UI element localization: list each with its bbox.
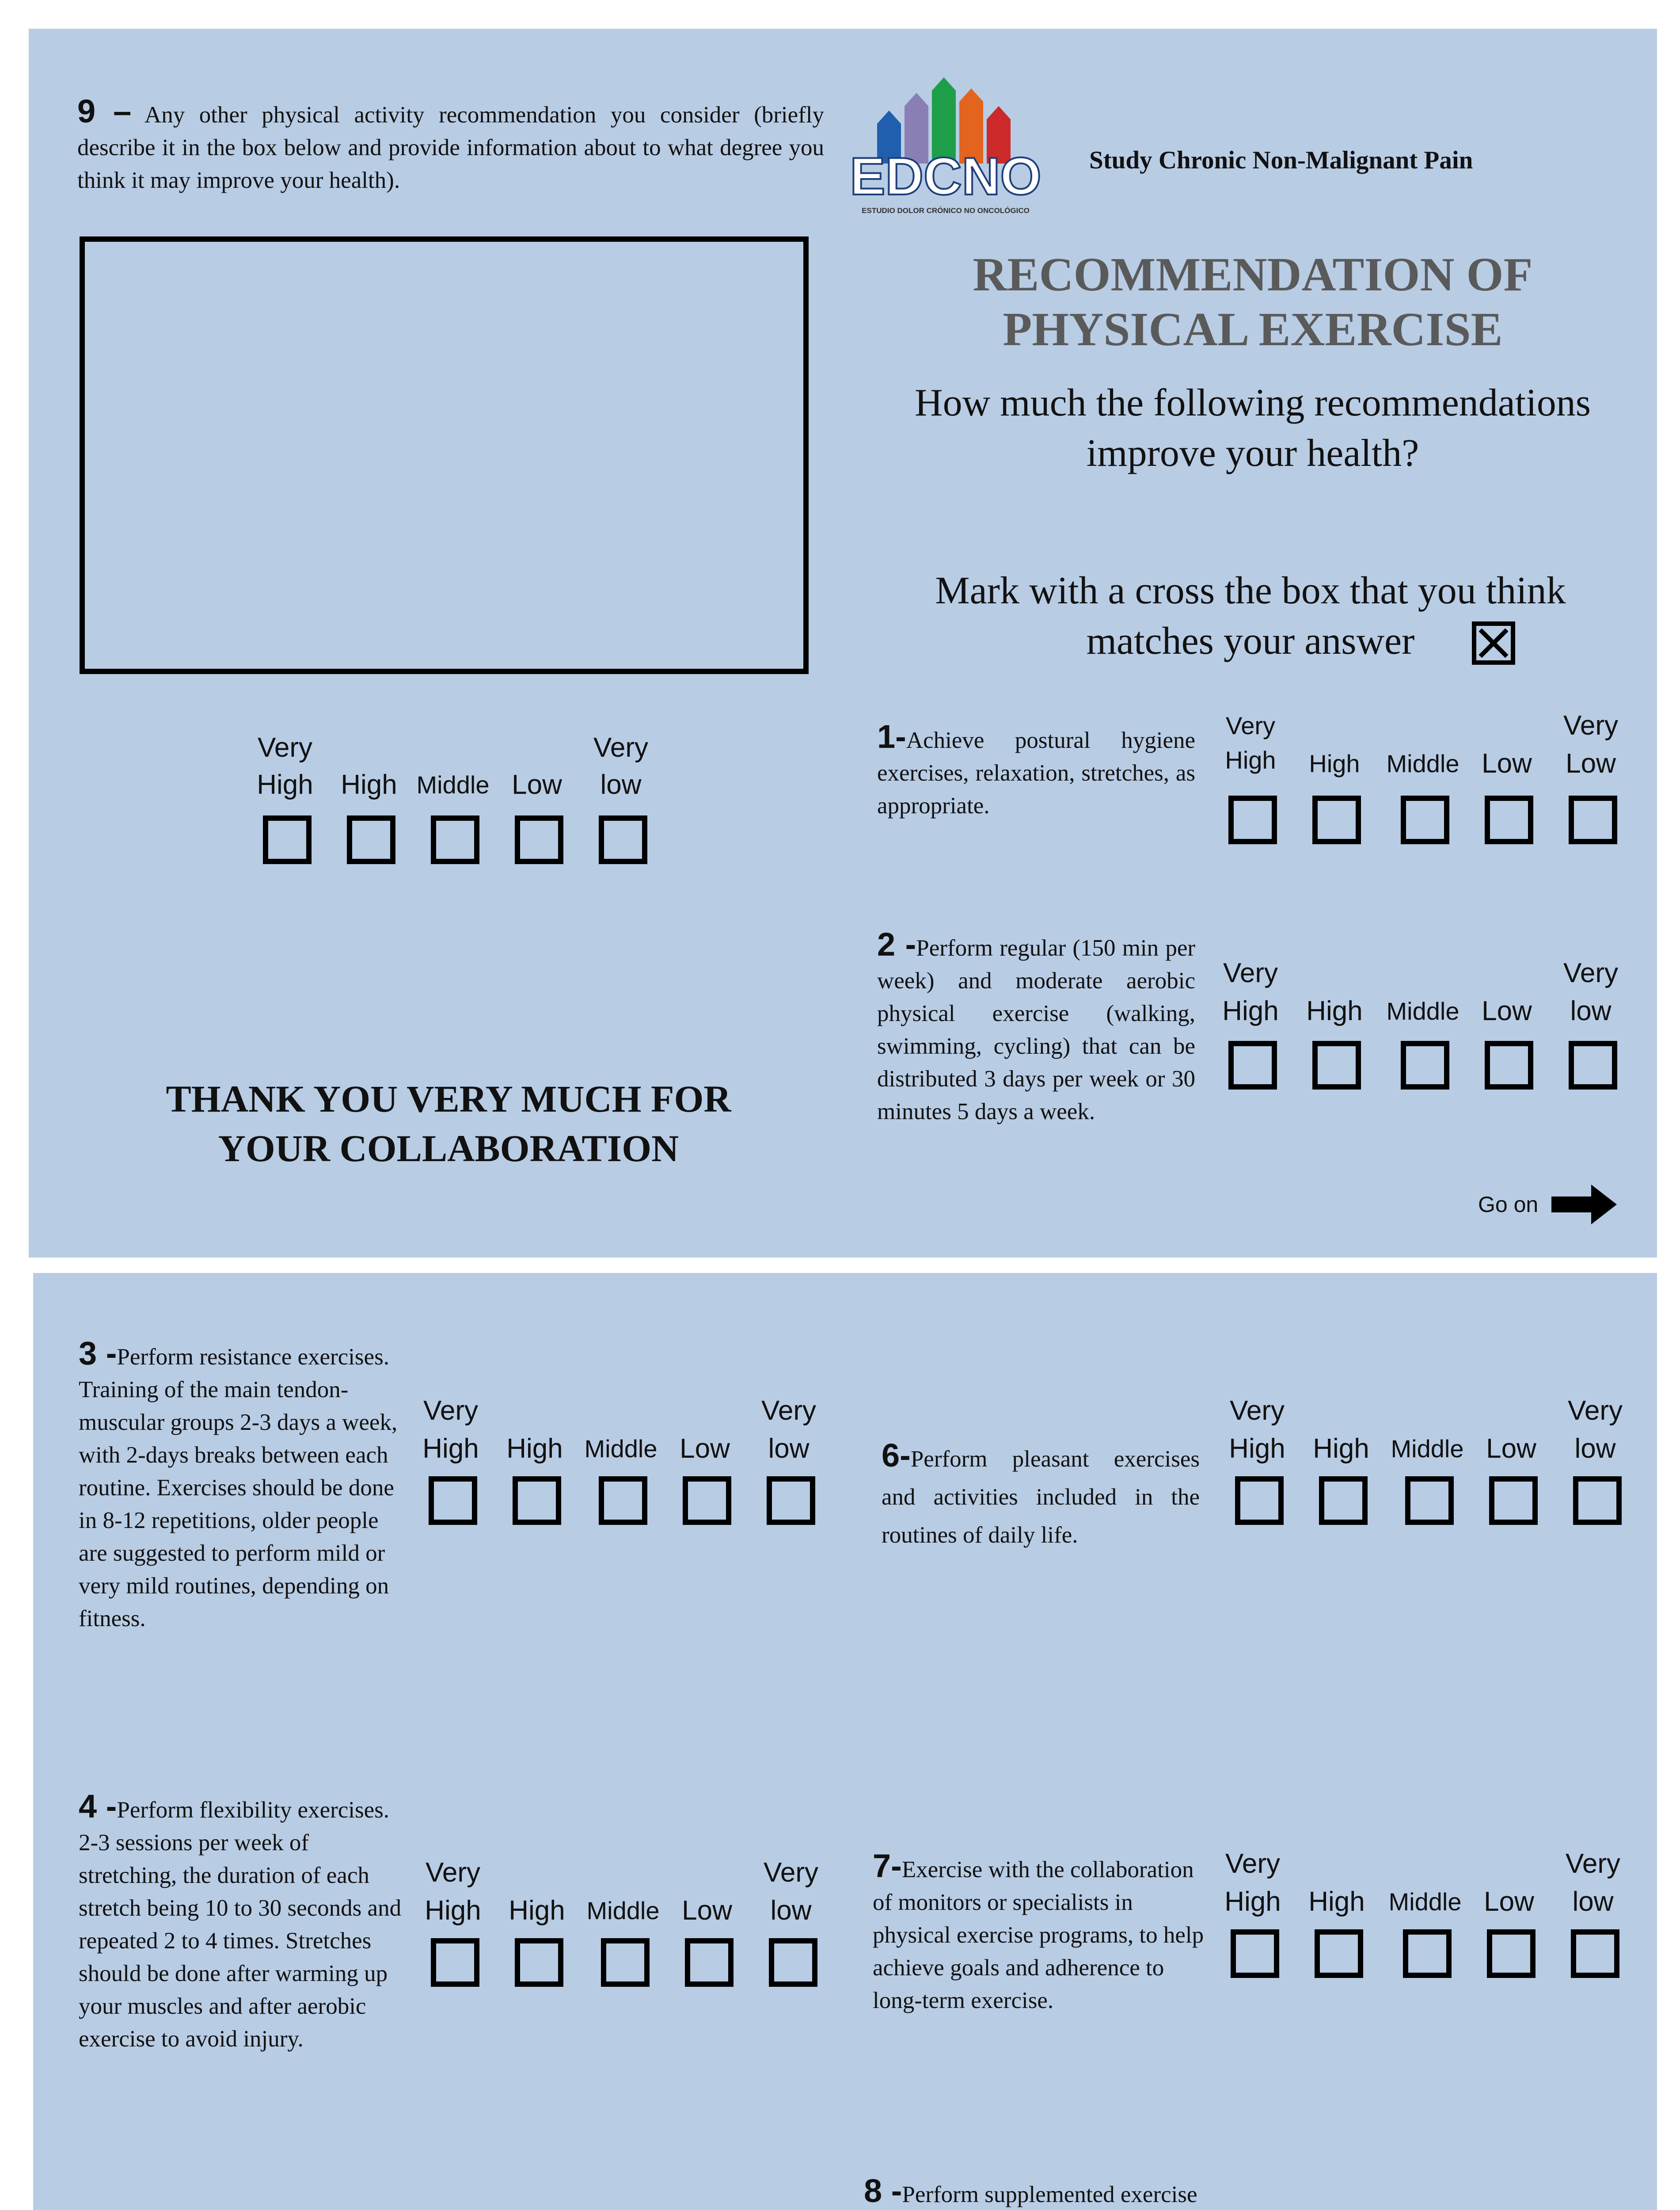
rating-label: Very <box>1229 1395 1285 1426</box>
rating-label: Middle <box>1386 750 1460 777</box>
rating-box-middle[interactable] <box>599 1476 647 1525</box>
arrow-right-icon <box>1551 1182 1618 1227</box>
question-8 <box>864 2172 1200 2210</box>
rating-label: Very <box>1565 1848 1621 1879</box>
instruction-text-content: Mark with a cross the box that you think matches your answer <box>935 569 1566 663</box>
question-number: 9 – <box>77 93 132 130</box>
logo-subtitle: ESTUDIO DOLOR CRÓNICO NO ONCOLÓGICO <box>862 206 1030 215</box>
rating-label: Very <box>1563 958 1619 988</box>
rating-label: low <box>600 770 642 800</box>
question-number: 2 - <box>877 926 916 963</box>
rating-label: Very <box>423 1395 479 1426</box>
rating-box-very-low[interactable] <box>1569 796 1617 844</box>
rating-label: High <box>1222 996 1279 1026</box>
rating-box-low[interactable] <box>515 815 563 864</box>
question-9 <box>77 95 824 197</box>
logo-graphic <box>850 75 1041 221</box>
rating-q2 <box>1211 955 1622 1101</box>
rating-q1 <box>1211 707 1622 853</box>
question-2 <box>877 928 1195 1128</box>
rating-box-high[interactable] <box>1319 1476 1368 1525</box>
rating-label: Low <box>1482 748 1532 779</box>
rating-label: Middle <box>586 1897 660 1924</box>
rating-box-middle[interactable] <box>431 815 479 864</box>
question-number: 3 - <box>79 1335 117 1372</box>
rating-label: Very <box>257 732 313 763</box>
rating-box-very-low[interactable] <box>767 1476 815 1525</box>
rating-label: Middle <box>1391 1435 1464 1463</box>
question-number: 7- <box>873 1848 902 1884</box>
question-text: Perform supplemented exercise <box>902 2182 1197 2207</box>
rating-label: Low <box>1482 996 1532 1026</box>
go-on-link[interactable] <box>1478 1182 1618 1227</box>
page-title: RECOMMENDATION OF PHYSICAL EXERCISE <box>973 248 1533 356</box>
rating-box-very-high[interactable] <box>263 815 312 864</box>
question-number: 6- <box>882 1437 911 1474</box>
rating-box-low[interactable] <box>1489 1476 1538 1525</box>
question-6 <box>882 1436 1200 1554</box>
question-1 <box>877 720 1195 822</box>
rating-box-low[interactable] <box>685 1938 734 1987</box>
question-text: Exercise with the collaboration of monitors or specialists in physical exercise programs, to help achieve goals and adherence to long-term exercise. <box>873 1857 1204 2013</box>
rating-label: low <box>768 1433 810 1464</box>
rating-label: High <box>1224 1886 1281 1917</box>
rating-box-very-low[interactable] <box>1569 1041 1617 1090</box>
rating-label: High <box>1309 750 1360 777</box>
example-crossed-box-icon <box>1471 621 1516 665</box>
rating-label: High <box>1306 996 1363 1026</box>
rating-label: Very <box>425 1857 481 1888</box>
rating-label: low <box>1572 1886 1614 1917</box>
question-4 <box>79 1790 406 2055</box>
rating-box-high[interactable] <box>347 815 395 864</box>
question-number: 8 - <box>864 2172 902 2209</box>
rating-label: Middle <box>1388 1888 1462 1916</box>
question-3 <box>79 1337 406 1635</box>
study-name: Study Chronic Non-Malignant Pain <box>1089 146 1473 174</box>
rating-box-low[interactable] <box>683 1476 731 1525</box>
edcno-logo <box>850 75 1041 221</box>
rating-box-middle[interactable] <box>1403 1929 1452 1978</box>
rating-q3 <box>411 1392 822 1538</box>
rating-q4 <box>413 1854 824 2000</box>
thank-you-message: THANK YOU VERY MUCH FOR YOUR COLLABORATION <box>166 1078 731 1170</box>
rating-label: High <box>422 1433 479 1464</box>
question-number: 4 - <box>79 1788 117 1825</box>
rating-label: Low <box>682 1895 732 1926</box>
rating-label: Very <box>1563 710 1619 741</box>
rating-box-very-high[interactable] <box>429 1476 477 1525</box>
rating-label: Low <box>680 1433 730 1464</box>
rating-label: High <box>506 1433 563 1464</box>
rating-box-very-low[interactable] <box>769 1938 817 1987</box>
go-on-label: Go on <box>1478 1192 1539 1217</box>
question-text: Perform flexibility exercises. 2-3 sessions per week of stretching, the duration of each stretch being 10 to 30 seconds and repeated 2 to 4 times. Stretches should be done after warming up your muscles and after aerobic exercise to avoid injury. <box>79 1797 402 2052</box>
rating-label: High <box>425 1895 481 1926</box>
rating-box-middle[interactable] <box>1401 796 1449 844</box>
rating-label: Very <box>593 732 649 763</box>
question-text: Perform pleasant exercises and activities included in the routines of daily life. <box>882 1446 1200 1548</box>
rating-label: Very <box>1225 1848 1281 1879</box>
question-text: Perform regular (150 min per week) and moderate aerobic physical exercise (walking, swimming, cycling) that can be distributed 3 days per week or 30 minutes 5 days a week. <box>877 935 1195 1124</box>
rating-label: High <box>257 770 313 800</box>
rating-box-low[interactable] <box>1485 796 1533 844</box>
rating-box-high[interactable] <box>1312 796 1361 844</box>
rating-label: Low <box>512 770 562 800</box>
rating-label: High <box>1229 1433 1285 1464</box>
rating-label: Low <box>1484 1886 1534 1917</box>
rating-label: High <box>509 1895 565 1926</box>
rating-box-very-high[interactable] <box>1228 796 1277 844</box>
rating-box-high[interactable] <box>515 1938 563 1987</box>
rating-label: High <box>1308 1886 1365 1917</box>
rating-box-low[interactable] <box>1485 1041 1533 1090</box>
rating-box-very-low[interactable] <box>1573 1476 1622 1525</box>
rating-label: Very <box>761 1395 817 1426</box>
rating-label: low <box>770 1895 812 1926</box>
rating-label: low <box>1574 1433 1616 1464</box>
question-number: 1- <box>877 718 906 755</box>
rating-label: Middle <box>1386 997 1460 1025</box>
rating-label: Low <box>1486 1433 1536 1464</box>
question-text: Achieve postural hygiene exercises, relaxation, stretches, as appropriate. <box>877 728 1195 819</box>
rating-q7 <box>1213 1845 1624 1991</box>
rating-q6 <box>1217 1392 1628 1538</box>
logo-wordmark: EDCNO <box>850 147 1041 206</box>
rating-label: Low <box>1566 748 1616 779</box>
rating-box-very-high[interactable] <box>1235 1476 1284 1525</box>
rating-label: Middle <box>584 1435 658 1463</box>
rating-box-very-high[interactable] <box>431 1938 479 1987</box>
rating-label: low <box>1570 996 1612 1026</box>
rating-box-very-low[interactable] <box>1571 1929 1619 1978</box>
rating-label: Very <box>1223 958 1278 988</box>
question-7 <box>873 1850 1213 2017</box>
rating-label: High <box>1225 746 1276 774</box>
rating-box-middle[interactable] <box>1401 1041 1449 1090</box>
rating-label: Very <box>1225 712 1276 739</box>
rating-q9 <box>245 729 656 875</box>
rating-box-high[interactable] <box>1312 1041 1361 1090</box>
rating-box-low[interactable] <box>1487 1929 1536 1978</box>
free-text-answer-box[interactable] <box>80 236 809 674</box>
rating-box-very-high[interactable] <box>1228 1041 1277 1090</box>
rating-label: Very <box>1567 1395 1623 1426</box>
question-text: Perform resistance exercises. Training of the main tendon-muscular groups 2-3 days a week, with 2-days breaks between each routine. Exercises should be done in 8-12 repetitions, older people are suggested to perform mild or very mild routines, depending on fitness. <box>79 1344 398 1631</box>
rating-box-very-high[interactable] <box>1231 1929 1279 1978</box>
rating-box-high[interactable] <box>1315 1929 1363 1978</box>
rating-label: High <box>341 770 397 800</box>
rating-box-very-low[interactable] <box>599 815 647 864</box>
rating-label: High <box>1313 1433 1369 1464</box>
rating-label: Middle <box>416 771 490 799</box>
question-text: Any other physical activity recommendation you consider (briefly describe it in the box below and provide information about to what degree you think it may improve your health). <box>77 102 824 193</box>
rating-box-middle[interactable] <box>601 1938 650 1987</box>
question-prompt: How much the following recommendations improve your health? <box>915 381 1591 475</box>
rating-label: Very <box>763 1857 819 1888</box>
rating-box-high[interactable] <box>513 1476 561 1525</box>
rating-box-middle[interactable] <box>1405 1476 1454 1525</box>
